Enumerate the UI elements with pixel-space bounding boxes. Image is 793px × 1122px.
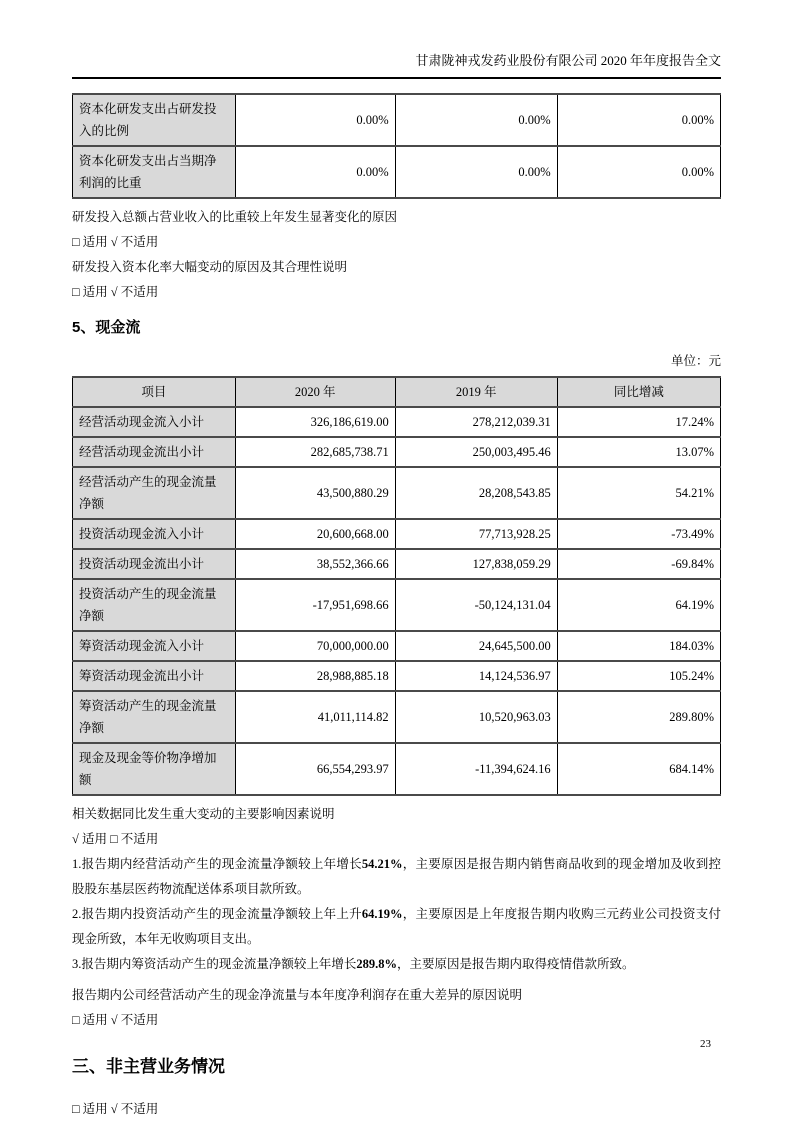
document-header-title: 甘肃陇神戎发药业股份有限公司 2020 年年度报告全文 <box>72 50 721 79</box>
value-cell: 289.80% <box>557 691 720 743</box>
value-cell: 54.21% <box>557 467 720 519</box>
paragraph-text: 2.报告期内投资活动产生的现金流量净额较上年上升 <box>72 907 362 921</box>
value-cell: 0.00% <box>557 146 720 198</box>
table-row <box>73 661 721 691</box>
value-cell: 0.00% <box>395 94 557 146</box>
analysis-paragraph <box>72 852 721 902</box>
table-row <box>73 407 721 437</box>
row-label-cell: 经营活动现金流入小计 <box>73 407 236 437</box>
applicability-line: □ 适用 √ 不适用 <box>72 1102 159 1116</box>
value-cell: 17.24% <box>557 407 720 437</box>
cashflow-table-header-row <box>73 377 721 407</box>
page-content <box>72 0 721 1122</box>
cashflow-table <box>72 376 721 796</box>
value-cell: 43,500,880.29 <box>235 467 395 519</box>
value-cell: 41,011,114.82 <box>235 691 395 743</box>
column-header: 项目 <box>73 377 236 407</box>
paragraph-text: ，主要原因是报告期内销售商品收到的现金增加及收到控股股东基层医药物流配送体系项目款所致。 <box>72 857 721 896</box>
value-cell: 127,838,059.29 <box>395 549 557 579</box>
paragraph-text: 3.报告期内筹资活动产生的现金流量净额较上年增长 <box>72 957 357 971</box>
non-main-business-heading: 三、非主营业务情况 <box>72 1057 225 1076</box>
table-row <box>73 437 721 467</box>
applicability-line: □ 适用 √ 不适用 <box>72 1013 159 1027</box>
column-header: 同比增减 <box>557 377 720 407</box>
column-header: 2020 年 <box>235 377 395 407</box>
paragraph-text: 1.报告期内经营活动产生的现金流量净额较上年增长 <box>72 857 362 871</box>
unit-label: 单位：元 <box>670 354 721 368</box>
value-cell: -11,394,624.16 <box>395 743 557 795</box>
highlighted-percentage: 54.21% <box>361 857 403 871</box>
value-cell: 77,713,928.25 <box>395 519 557 549</box>
analysis-paragraph <box>72 952 721 977</box>
rd-change-reason-note: 研发投入总额占营业收入的比重较上年发生显著变化的原因 <box>72 210 398 224</box>
paragraph-text: ，主要原因是报告期内取得疫情借款所致。 <box>397 957 635 971</box>
value-cell: 20,600,668.00 <box>235 519 395 549</box>
value-cell: 0.00% <box>235 94 395 146</box>
value-cell: 28,988,885.18 <box>235 661 395 691</box>
table-row <box>73 94 721 146</box>
rd-notes <box>72 205 721 305</box>
highlighted-percentage: 289.8% <box>356 957 398 971</box>
value-cell: -50,124,131.04 <box>395 579 557 631</box>
value-cell: 282,685,738.71 <box>235 437 395 467</box>
value-cell: -17,951,698.66 <box>235 579 395 631</box>
row-label-cell: 筹资活动产生的现金流量净额 <box>73 691 236 743</box>
row-label-cell: 现金及现金等价物净增加额 <box>73 743 236 795</box>
value-cell: 684.14% <box>557 743 720 795</box>
value-cell: 0.00% <box>235 146 395 198</box>
applicability-line: □ 适用 √ 不适用 <box>72 235 159 249</box>
value-cell: 250,003,495.46 <box>395 437 557 467</box>
value-cell: 28,208,543.85 <box>395 467 557 519</box>
value-cell: 10,520,963.03 <box>395 691 557 743</box>
table-row <box>73 579 721 631</box>
page-number: 23 <box>700 1038 711 1050</box>
value-cell: 278,212,039.31 <box>395 407 557 437</box>
value-cell: 70,000,000.00 <box>235 631 395 661</box>
net-profit-difference-notes <box>72 983 721 1033</box>
value-cell: 66,554,293.97 <box>235 743 395 795</box>
table-row <box>73 467 721 519</box>
table-row <box>73 549 721 579</box>
highlighted-percentage: 64.19% <box>361 907 403 921</box>
row-label-cell: 投资活动产生的现金流量净额 <box>73 579 236 631</box>
row-label-cell: 投资活动现金流入小计 <box>73 519 236 549</box>
cashflow-notes <box>72 802 721 852</box>
column-header: 2019 年 <box>395 377 557 407</box>
value-cell: 24,645,500.00 <box>395 631 557 661</box>
paragraph-text: ，主要原因是上年度报告期内收购三元药业公司投资支付现金所致，本年无收购项目支出。 <box>72 907 721 946</box>
row-label-cell: 筹资活动现金流出小计 <box>73 661 236 691</box>
table-row <box>73 631 721 661</box>
value-cell: 105.24% <box>557 661 720 691</box>
value-cell: 38,552,366.66 <box>235 549 395 579</box>
row-label-cell: 资本化研发支出占当期净利润的比重 <box>73 146 236 198</box>
cashflow-analysis-paragraphs <box>72 852 721 977</box>
table-row <box>73 146 721 198</box>
applicability-line: □ 适用 √ 不适用 <box>72 285 159 299</box>
value-cell: 0.00% <box>395 146 557 198</box>
value-cell: 64.19% <box>557 579 720 631</box>
value-cell: 184.03% <box>557 631 720 661</box>
row-label-cell: 资本化研发支出占研发投入的比例 <box>73 94 236 146</box>
cashflow-section-heading: 5、现金流 <box>72 319 141 336</box>
major-change-note: 相关数据同比发生重大变动的主要影响因素说明 <box>72 807 335 821</box>
table-row <box>73 691 721 743</box>
value-cell: 13.07% <box>557 437 720 467</box>
rd-expenditure-table <box>72 93 721 199</box>
table-row <box>73 519 721 549</box>
rd-capitalization-note: 研发投入资本化率大幅变动的原因及其合理性说明 <box>72 260 348 274</box>
row-label-cell: 投资活动现金流出小计 <box>73 549 236 579</box>
row-label-cell: 筹资活动现金流入小计 <box>73 631 236 661</box>
row-label-cell: 经营活动现金流出小计 <box>73 437 236 467</box>
difference-reason-note: 报告期内公司经营活动产生的现金净流量与本年度净利润存在重大差异的原因说明 <box>72 988 523 1002</box>
table-row <box>73 743 721 795</box>
applicability-line: √ 适用 □ 不适用 <box>72 832 159 846</box>
value-cell: -69.84% <box>557 549 720 579</box>
value-cell: 0.00% <box>557 94 720 146</box>
value-cell: -73.49% <box>557 519 720 549</box>
value-cell: 326,186,619.00 <box>235 407 395 437</box>
row-label-cell: 经营活动产生的现金流量净额 <box>73 467 236 519</box>
value-cell: 14,124,536.97 <box>395 661 557 691</box>
analysis-paragraph <box>72 902 721 952</box>
